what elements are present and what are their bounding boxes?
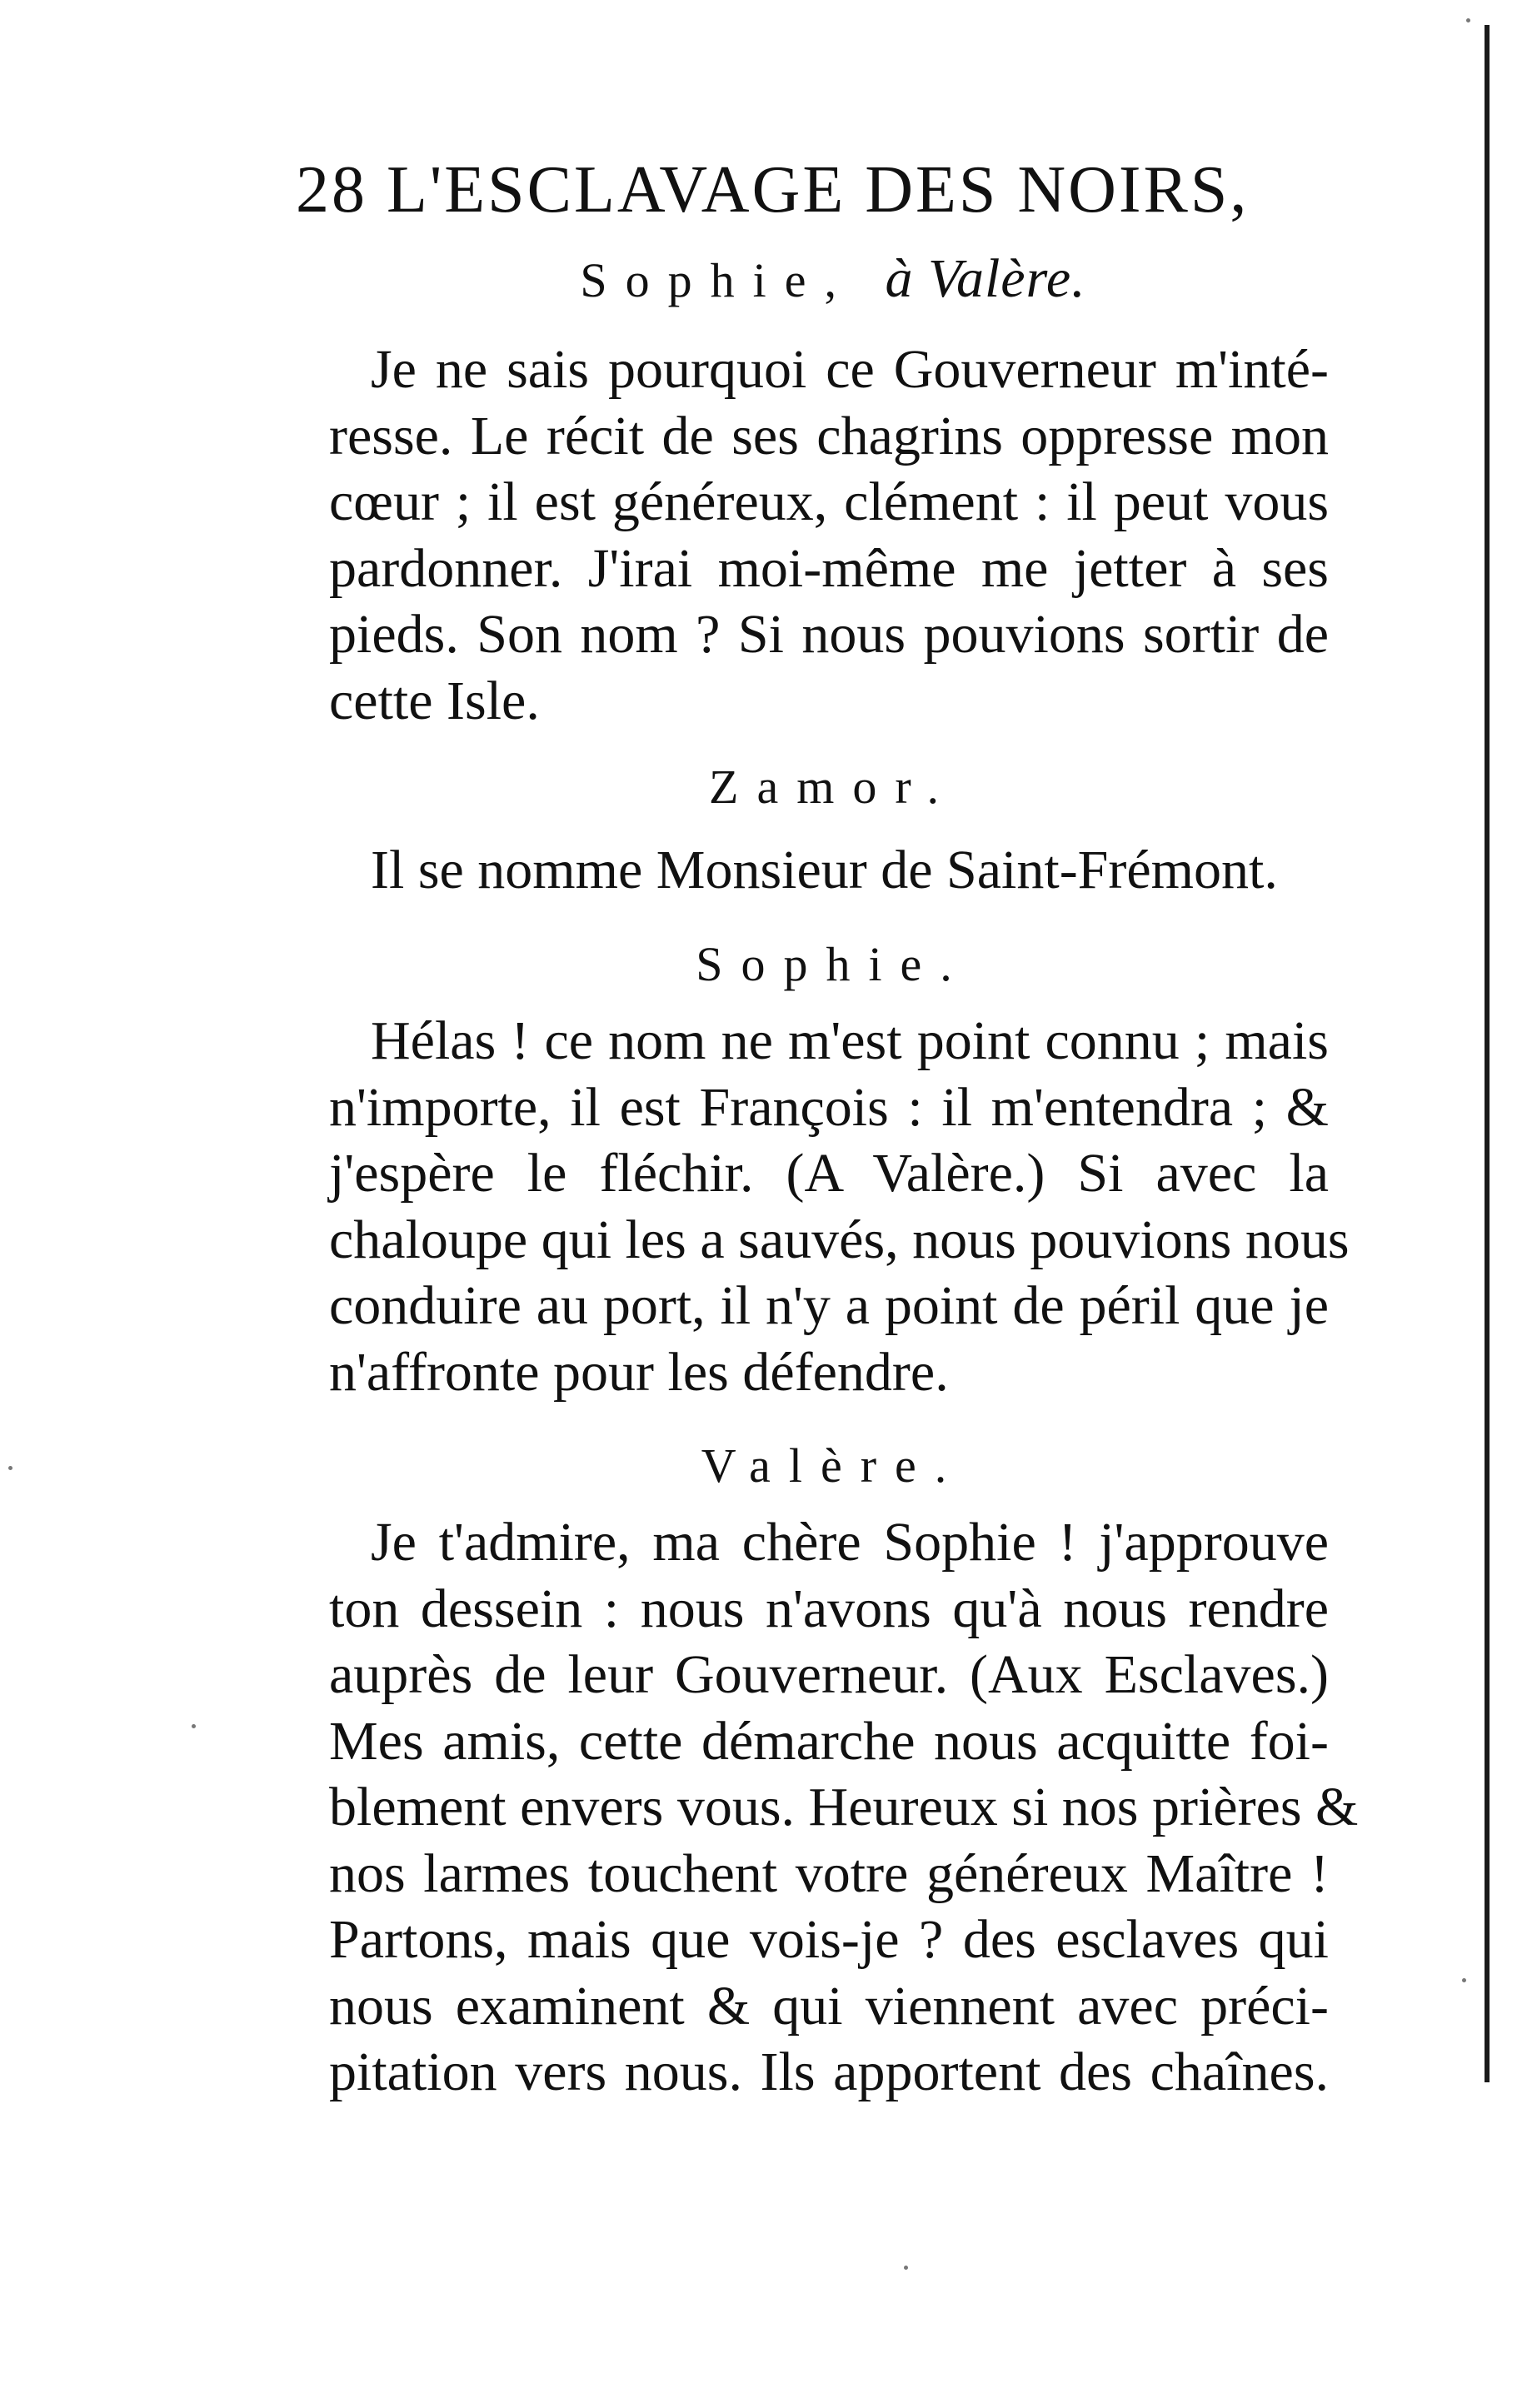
speech-line: nos larmes touchent votre généreux Maître !: [329, 1842, 1329, 1904]
scan-speck: [1462, 1978, 1466, 1982]
speech-line: resse. Le récit de ses chagrins oppresse mon: [329, 405, 1329, 466]
scan-speck: [192, 1724, 196, 1728]
speaker-heading: Valère.: [701, 1438, 966, 1493]
speech-line: cette Isle.: [329, 670, 540, 731]
speech-line: conduire au port, il n'y a point de péril que je: [329, 1275, 1329, 1336]
running-head: [296, 148, 1295, 232]
page-number: 28: [296, 153, 367, 227]
running-title: L'ESCLAVAGE DES NOIRS,: [387, 153, 1250, 227]
speech-line: auprès de leur Gouverneur. (Aux Esclaves.): [329, 1644, 1329, 1705]
speech-line: Il se nomme Monsieur de Saint-Frémont.: [371, 840, 1278, 900]
speech-line: Mes amis, cette démarche nous acquitte foi-: [329, 1710, 1329, 1772]
page-edge-rule: [1485, 25, 1490, 2082]
speech-line: n'importe, il est François : il m'entendra ; &: [329, 1076, 1329, 1138]
speech-paragraph: [329, 1509, 1359, 2106]
speech-line: pieds. Son nom ? Si nous pouvions sortir de: [329, 604, 1329, 665]
speech-line: j'espère le fléchir. (A Valère.) Si avec la: [329, 1143, 1329, 1204]
speech-paragraph: [329, 837, 1329, 904]
speech-line: Je ne sais pourquoi ce Gouverneur m'inté-: [371, 339, 1329, 400]
speech-line: ton dessein : nous n'avons qu'à nous rendre: [329, 1578, 1329, 1639]
speech-line: Je t'admire, ma chère Sophie ! j'approuve: [371, 1512, 1329, 1573]
speech-line: blement envers vous. Heureux si nos prières &: [329, 1777, 1359, 1837]
speaker-heading: Zamor.: [709, 760, 957, 814]
scan-speck: [8, 1466, 12, 1470]
speech-line: nous examinent & qui viennent avec préci-: [329, 1975, 1329, 2037]
speech-line: Partons, mais que vois-je ? des esclaves qui: [329, 1909, 1329, 1970]
speaker-heading: Sophie.: [696, 937, 971, 991]
speech-line: pardonner. J'irai moi-même me jetter à ses: [329, 537, 1329, 599]
speaker-heading: Sophie, à Valère.: [580, 248, 1086, 309]
scan-speck: [1466, 18, 1470, 22]
speech-line: cœur ; il est généreux, clément : il peut vous: [329, 471, 1329, 532]
speech-paragraph: [329, 1008, 1350, 1405]
scan-speck: [904, 2266, 908, 2270]
speech-line: pitation vers nous. Ils apportent des chaînes.: [329, 2042, 1329, 2102]
speech-line: n'affronte pour les défendre.: [329, 1341, 949, 1403]
stage-direction: à Valère.: [885, 248, 1086, 309]
speech-line: chaloupe qui les a sauvés, nous pouvions nous: [329, 1209, 1350, 1270]
speech-line: Hélas ! ce nom ne m'est point connu ; mais: [371, 1010, 1329, 1071]
speech-paragraph: [329, 337, 1329, 734]
